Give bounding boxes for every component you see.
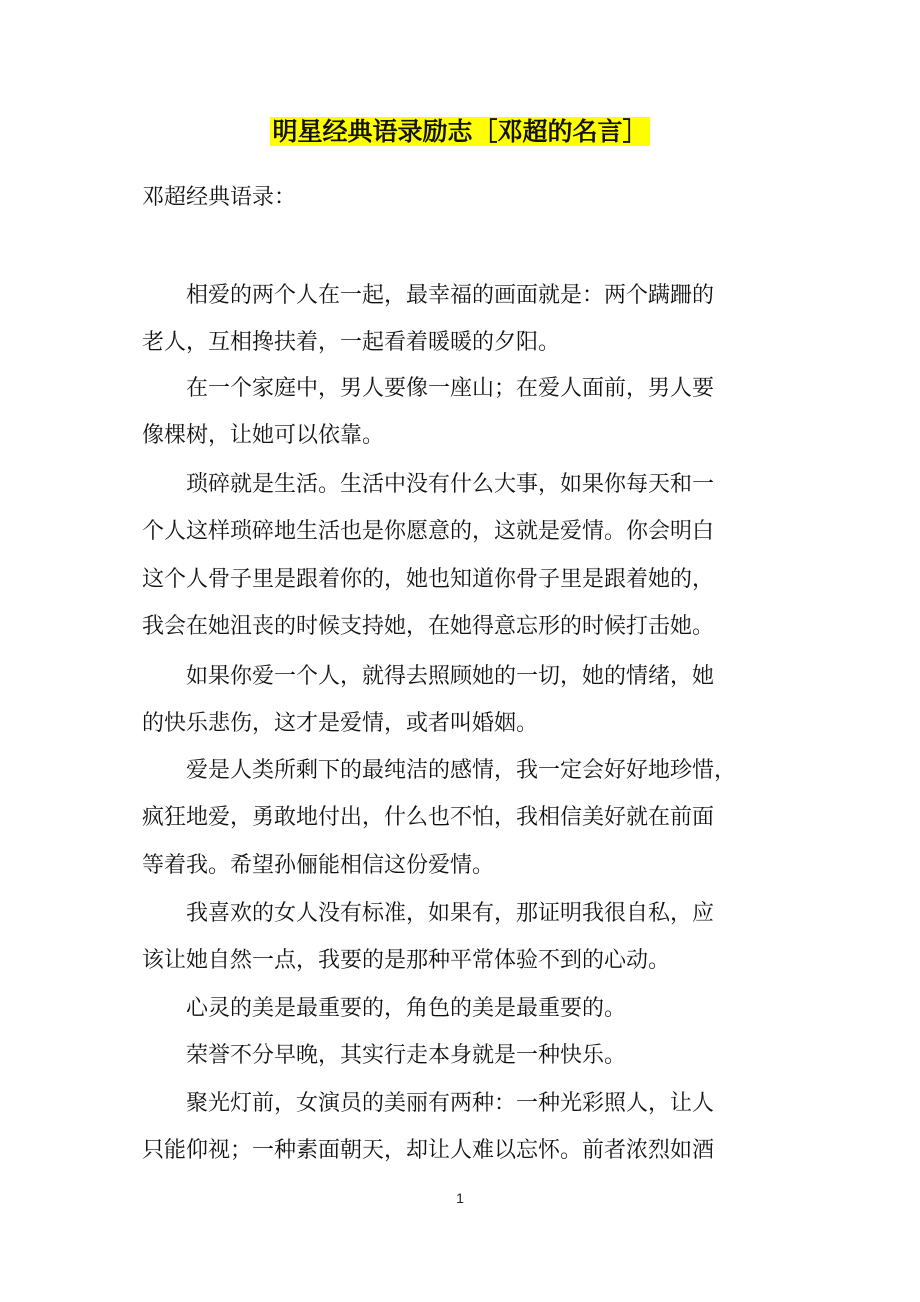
text-line: 在一个家庭中，男人要像一座山；在爱人面前，男人要: [186, 376, 715, 401]
document-title: [0, 112, 920, 152]
text-line: 我喜欢的女人没有标准，如果有，那证明我很自私，应: [186, 901, 715, 926]
text-line: 如果你爱一个人，就得去照顾她的一切，她的情绪，她: [186, 664, 715, 689]
text-line: 个人这样琐碎地生活也是你愿意的，这就是爱情。你会明白: [142, 519, 715, 544]
text-line: 琐碎就是生活。生活中没有什么大事，如果你每天和一: [186, 472, 715, 497]
text-line: 我会在她沮丧的时候支持她，在她得意忘形的时候打击她。: [142, 614, 715, 639]
text-line: 只能仰视；一种素面朝天，却让人难以忘怀。前者浓烈如酒: [142, 1138, 715, 1163]
text-line: 的快乐悲伤，这才是爱情，或者叫婚姻。: [142, 711, 539, 736]
text-line: 爱是人类所剩下的最纯洁的感情，我一定会好好地珍惜，: [186, 758, 737, 783]
text-line: 荣誉不分早晚，其实行走本身就是一种快乐。: [186, 1043, 627, 1068]
text-line: 等着我。希望孙俪能相信这份爱情。: [142, 853, 495, 878]
page-number: 1: [456, 1190, 464, 1206]
text-line: 聚光灯前，女演员的美丽有两种：一种光彩照人，让人: [186, 1091, 715, 1116]
text-line: 疯狂地爱，勇敢地付出，什么也不怕，我相信美好就在前面: [142, 805, 715, 830]
text-line: 像棵树，让她可以依靠。: [142, 423, 385, 448]
text-line: 相爱的两个人在一起，最幸福的画面就是：两个蹒跚的: [186, 283, 715, 308]
text-line: 该让她自然一点，我要的是那种平常体验不到的心动。: [142, 948, 671, 973]
text-line: 心灵的美是最重要的，角色的美是最重要的。: [186, 996, 627, 1021]
section-heading: 邓超经典语录：: [142, 185, 297, 210]
text-line: 老人，互相搀扶着，一起看着暖暖的夕阳。: [142, 330, 561, 355]
title-highlight: 明星经典语录励志［邓超的名言］: [272, 117, 648, 146]
text-line: 这个人骨子里是跟着你的，她也知道你骨子里是跟着她的，: [142, 567, 715, 592]
